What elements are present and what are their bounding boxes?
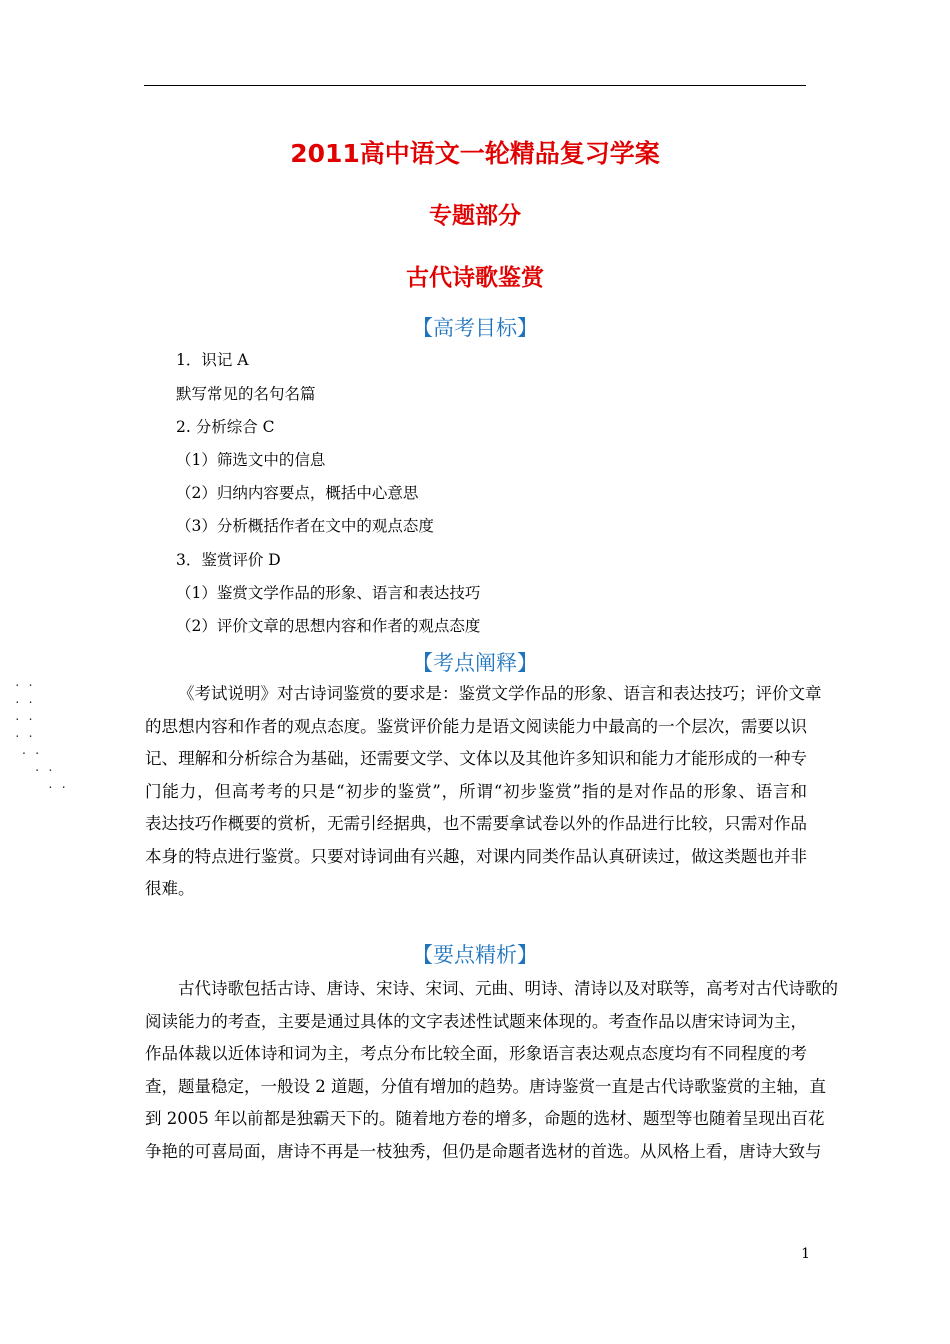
analysis-paragraph: [145, 973, 838, 1168]
margin-marks: . . . . . . . . . . . . . .: [14, 676, 67, 791]
goal-item: 2. 分析综合 C: [176, 418, 275, 436]
paragraph-line: 到 2005 年以前都是独霸天下的。随着地方卷的增多，命题的选材、题型等也随着呈现出百花: [145, 1109, 825, 1128]
page-number: 1: [801, 1246, 810, 1262]
goal-item: 1．识记 A: [176, 351, 249, 369]
section-heading-explanation: 【考点阐释】: [412, 651, 538, 675]
section-heading-analysis: 【要点精析】: [412, 943, 538, 967]
paragraph-line: 记、理解和分析综合为基础，还需要文学、文体以及其他许多知识和能力才能形成的一种专: [145, 749, 807, 768]
document-topic: 古代诗歌鉴赏: [406, 265, 544, 291]
document-title: 2011高中语文一轮精品复习学案: [290, 139, 660, 168]
explanation-paragraph: [145, 678, 822, 906]
paragraph-line: 争艳的可喜局面，唐诗不再是一枝独秀，但仍是命题者选材的首选。从风格上看，唐诗大致与: [145, 1141, 822, 1161]
section-heading-goals: 【高考目标】: [412, 316, 538, 340]
header-rule: [144, 85, 806, 86]
paragraph-line: 查，题量稳定，一般设 2 道题，分值有增加的趋势。唐诗鉴赏一直是古代诗歌鉴赏的主轴，直: [145, 1076, 826, 1096]
paragraph-line: 阅读能力的考查，主要是通过具体的文字表述性试题来体现的。考查作品以唐宋诗词为主，: [145, 1011, 807, 1031]
paragraph-line: 很难。: [145, 879, 195, 898]
paragraph-line: 的思想内容和作者的观点态度。鉴赏评价能力是语文阅读能力中最高的一个层次，需要以识: [145, 716, 807, 736]
goal-item: 默写常见的名句名篇: [176, 385, 316, 403]
paragraph-line: 本身的特点进行鉴赏。只要对诗词曲有兴趣，对课内同类作品认真研读过，做这类题也并非: [145, 846, 807, 866]
goal-item: （1）筛选文中的信息: [176, 451, 326, 469]
paragraph-line: 门能力，但高考考的只是“初步的鉴赏”，所谓“初步鉴赏”指的是对作品的形象、语言和: [145, 781, 807, 801]
goal-item: （2）归纳内容要点，概括中心意思: [176, 484, 419, 502]
paragraph-line: 古代诗歌包括古诗、唐诗、宋诗、宋词、元曲、明诗、清诗以及对联等，高考对古代诗歌的: [178, 979, 838, 998]
paragraph-line: 表达技巧作概要的赏析，无需引经据典，也不需要拿试卷以外的作品进行比较，只需对作品: [145, 814, 807, 833]
goal-item: （1）鉴赏文学作品的形象、语言和表达技巧: [176, 584, 481, 602]
paragraph-line: 《考试说明》对古诗词鉴赏的要求是：鉴赏文学作品的形象、语言和表达技巧；评价文章: [178, 684, 822, 703]
goal-item: 3．鉴赏评价 D: [176, 551, 281, 569]
paragraph-line: 作品体裁以近体诗和词为主，考点分布比较全面，形象语言表达观点态度均有不同程度的考: [145, 1044, 807, 1063]
goal-item: （2）评价文章的思想内容和作者的观点态度: [176, 617, 481, 635]
goal-item: （3）分析概括作者在文中的观点态度: [176, 517, 434, 535]
document-subtitle: 专题部分: [429, 203, 521, 229]
